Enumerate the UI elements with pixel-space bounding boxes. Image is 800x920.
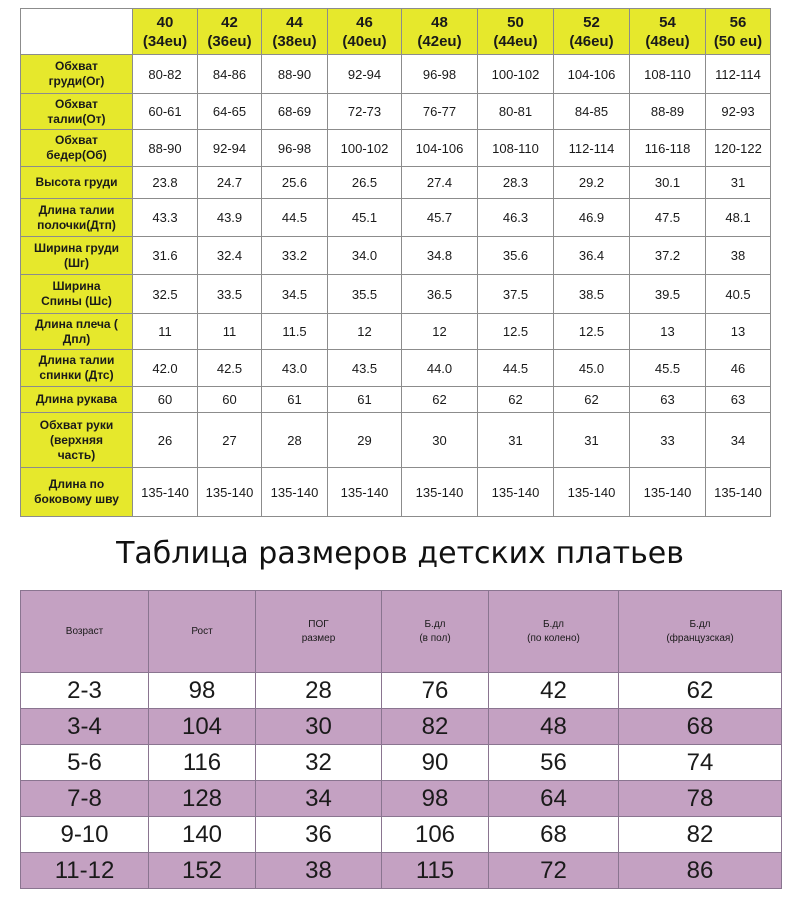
size-value-cell: 100-102 <box>478 55 554 94</box>
size-value-cell: 39.5 <box>630 275 706 314</box>
kids-header-line: Рост <box>191 625 213 637</box>
kids-value-cell: 34 <box>256 781 382 817</box>
size-value-cell: 104-106 <box>402 130 478 167</box>
kids-header-line: Б.дл <box>424 618 446 630</box>
size-value-cell: 48.1 <box>706 199 771 237</box>
size-value-cell: 23.8 <box>133 167 198 199</box>
size-value-cell: 27 <box>198 413 262 468</box>
kids-value-cell: 104 <box>149 709 256 745</box>
kids-header-line: размер <box>301 632 336 644</box>
kids-value-cell: 74 <box>619 745 782 781</box>
measurement-label-line: (верхняя <box>50 432 103 447</box>
kids-value-cell: 42 <box>489 673 619 709</box>
kids-value-cell: 3-4 <box>21 709 149 745</box>
adult-table-row <box>21 387 771 413</box>
kids-table-row <box>21 709 782 745</box>
size-value-cell: 28.3 <box>478 167 554 199</box>
size-value-cell: 45.7 <box>402 199 478 237</box>
size-value-cell: 43.3 <box>133 199 198 237</box>
measurement-label-line: Длина рукава <box>35 392 118 406</box>
measurement-label <box>21 413 133 468</box>
measurement-label <box>21 130 133 167</box>
size-value-cell: 34.8 <box>402 237 478 275</box>
kids-value-cell: 116 <box>149 745 256 781</box>
kids-value-cell: 78 <box>619 781 782 817</box>
size-ru: 40 <box>156 13 174 31</box>
kids-header-cell <box>619 591 782 673</box>
size-value-cell: 45.1 <box>328 199 402 237</box>
kids-value-cell: 76 <box>382 673 489 709</box>
kids-size-table <box>20 590 782 889</box>
size-value-cell: 60 <box>133 387 198 413</box>
kids-value-cell: 30 <box>256 709 382 745</box>
measurement-label <box>21 468 133 517</box>
size-value-cell: 43.9 <box>198 199 262 237</box>
measurement-label-line: Ширина <box>52 279 101 293</box>
kids-value-cell: 82 <box>619 817 782 853</box>
size-value-cell: 84-85 <box>554 94 630 130</box>
corner-cell <box>21 9 133 55</box>
size-value-cell: 34.5 <box>262 275 328 314</box>
measurement-label-line: Обхват <box>55 133 98 147</box>
measurement-label-line: Спины (Шс) <box>41 294 112 308</box>
size-ru: 46 <box>356 13 373 31</box>
size-value-cell: 28 <box>262 413 328 468</box>
adult-table-row <box>21 350 771 387</box>
size-eu: (34eu) <box>142 32 188 50</box>
adult-table-row <box>21 314 771 350</box>
adult-table-row <box>21 199 771 237</box>
kids-header-line: Б.дл <box>542 618 564 630</box>
kids-header-line: Возраст <box>65 625 104 637</box>
measurement-label <box>21 350 133 387</box>
kids-value-cell: 11-12 <box>21 853 149 889</box>
kids-value-cell: 140 <box>149 817 256 853</box>
size-value-cell: 96-98 <box>402 55 478 94</box>
size-value-cell: 135-140 <box>706 468 771 517</box>
size-value-cell: 44.5 <box>478 350 554 387</box>
size-value-cell: 33.5 <box>198 275 262 314</box>
size-ru: 56 <box>729 13 747 31</box>
size-value-cell: 30 <box>402 413 478 468</box>
size-value-cell: 62 <box>478 387 554 413</box>
size-ru: 54 <box>659 13 676 31</box>
size-header-cell <box>328 9 402 55</box>
size-value-cell: 116-118 <box>630 130 706 167</box>
measurement-label-line: груди(Ог) <box>48 74 105 88</box>
size-value-cell: 46 <box>706 350 771 387</box>
size-value-cell: 88-90 <box>262 55 328 94</box>
adult-size-table <box>20 8 771 517</box>
kids-header-line: ПОГ <box>308 618 329 630</box>
size-value-cell: 13 <box>630 314 706 350</box>
size-value-cell: 135-140 <box>554 468 630 517</box>
size-value-cell: 60 <box>198 387 262 413</box>
size-eu: (36eu) <box>207 32 252 50</box>
size-eu: (40eu) <box>342 32 387 50</box>
size-header-cell <box>402 9 478 55</box>
size-value-cell: 29 <box>328 413 402 468</box>
kids-header-cell <box>489 591 619 673</box>
size-header-cell <box>630 9 706 55</box>
measurement-label-line: Дпл) <box>62 331 91 346</box>
size-value-cell: 84-86 <box>198 55 262 94</box>
kids-value-cell: 64 <box>489 781 619 817</box>
size-value-cell: 31 <box>478 413 554 468</box>
kids-table-row <box>21 745 782 781</box>
kids-value-cell: 56 <box>489 745 619 781</box>
kids-header-line: (французская) <box>666 632 734 644</box>
measurement-label-line: Обхват <box>55 96 98 111</box>
size-value-cell: 64-65 <box>198 94 262 130</box>
size-value-cell: 27.4 <box>402 167 478 199</box>
size-value-cell: 92-93 <box>706 94 771 130</box>
measurement-label-line: Обхват руки <box>39 417 114 432</box>
size-header-cell <box>554 9 630 55</box>
measurement-label-line: Длина по <box>48 477 105 491</box>
size-value-cell: 135-140 <box>262 468 328 517</box>
size-value-cell: 42.5 <box>198 350 262 387</box>
size-value-cell: 108-110 <box>630 55 706 94</box>
size-value-cell: 40.5 <box>706 275 771 314</box>
size-value-cell: 13 <box>706 314 771 350</box>
adult-table-row <box>21 237 771 275</box>
size-value-cell: 32.4 <box>198 237 262 275</box>
size-value-cell: 44.0 <box>402 350 478 387</box>
kids-value-cell: 28 <box>256 673 382 709</box>
kids-header-cell <box>149 591 256 673</box>
kids-value-cell: 98 <box>382 781 489 817</box>
size-header-cell <box>133 9 198 55</box>
kids-value-cell: 82 <box>382 709 489 745</box>
kids-value-cell: 7-8 <box>21 781 149 817</box>
size-value-cell: 45.5 <box>630 350 706 387</box>
size-header-cell <box>262 9 328 55</box>
kids-table-row <box>21 853 782 889</box>
size-value-cell: 31 <box>706 167 771 199</box>
kids-value-cell: 68 <box>619 709 782 745</box>
size-value-cell: 63 <box>630 387 706 413</box>
adult-table-row <box>21 55 771 94</box>
size-eu: (50 eu) <box>713 32 763 50</box>
kids-value-cell: 98 <box>149 673 256 709</box>
kids-value-cell: 2-3 <box>21 673 149 709</box>
size-value-cell: 29.2 <box>554 167 630 199</box>
measurement-label <box>21 314 133 350</box>
size-value-cell: 33 <box>630 413 706 468</box>
size-value-cell: 92-94 <box>328 55 402 94</box>
measurement-label-line: боковому шву <box>34 492 119 506</box>
measurement-label-line: Ширина груди <box>34 240 119 255</box>
measurement-label <box>21 275 133 314</box>
size-value-cell: 62 <box>402 387 478 413</box>
size-value-cell: 108-110 <box>478 130 554 167</box>
kids-value-cell: 36 <box>256 817 382 853</box>
adult-table-row <box>21 130 771 167</box>
size-value-cell: 37.2 <box>630 237 706 275</box>
size-value-cell: 135-140 <box>198 468 262 517</box>
size-value-cell: 104-106 <box>554 55 630 94</box>
measurement-label-line: Длина талии <box>38 353 115 367</box>
measurement-label-line: Длина талии <box>38 202 115 217</box>
kids-value-cell: 72 <box>489 853 619 889</box>
kids-value-cell: 68 <box>489 817 619 853</box>
size-value-cell: 36.5 <box>402 275 478 314</box>
kids-value-cell: 86 <box>619 853 782 889</box>
size-value-cell: 32.5 <box>133 275 198 314</box>
size-ru: 42 <box>221 13 238 31</box>
size-header-cell <box>706 9 771 55</box>
kids-value-cell: 48 <box>489 709 619 745</box>
size-value-cell: 12 <box>402 314 478 350</box>
adult-table-row <box>21 468 771 517</box>
measurement-label-line: часть) <box>57 447 96 462</box>
measurement-label-line: Обхват <box>55 59 98 73</box>
size-value-cell: 38.5 <box>554 275 630 314</box>
size-eu: (44eu) <box>493 32 538 50</box>
adult-header-row <box>21 9 771 55</box>
size-value-cell: 96-98 <box>262 130 328 167</box>
adult-table-row <box>21 275 771 314</box>
kids-header-cell <box>256 591 382 673</box>
adult-table-row <box>21 413 771 468</box>
size-value-cell: 46.3 <box>478 199 554 237</box>
size-value-cell: 45.0 <box>554 350 630 387</box>
measurement-label-line: (Шг) <box>63 255 90 270</box>
size-value-cell: 135-140 <box>328 468 402 517</box>
adult-table-row <box>21 167 771 199</box>
kids-value-cell: 152 <box>149 853 256 889</box>
size-value-cell: 92-94 <box>198 130 262 167</box>
size-value-cell: 44.5 <box>262 199 328 237</box>
kids-value-cell: 90 <box>382 745 489 781</box>
size-value-cell: 135-140 <box>478 468 554 517</box>
size-value-cell: 43.5 <box>328 350 402 387</box>
size-value-cell: 120-122 <box>706 130 771 167</box>
size-header-cell <box>478 9 554 55</box>
measurement-label <box>21 167 133 199</box>
kids-header-line: (по колено) <box>527 632 580 644</box>
kids-header-row <box>21 591 782 673</box>
size-value-cell: 112-114 <box>554 130 630 167</box>
size-ru: 48 <box>431 13 448 31</box>
size-value-cell: 61 <box>328 387 402 413</box>
size-value-cell: 11 <box>198 314 262 350</box>
size-value-cell: 35.6 <box>478 237 554 275</box>
size-ru: 50 <box>507 13 524 31</box>
size-ru: 52 <box>583 13 600 31</box>
size-value-cell: 34 <box>706 413 771 468</box>
size-value-cell: 80-82 <box>133 55 198 94</box>
kids-table-row <box>21 781 782 817</box>
size-value-cell: 135-140 <box>402 468 478 517</box>
measurement-label-line: бедер(Об) <box>46 148 107 162</box>
size-value-cell: 26.5 <box>328 167 402 199</box>
size-ru: 44 <box>286 13 303 31</box>
measurement-label-line: полочки(Дтп) <box>37 217 116 232</box>
size-value-cell: 112-114 <box>706 55 771 94</box>
kids-header-cell <box>21 591 149 673</box>
kids-header-cell <box>382 591 489 673</box>
kids-value-cell: 32 <box>256 745 382 781</box>
size-eu: (38eu) <box>272 32 317 50</box>
kids-table-row <box>21 673 782 709</box>
size-value-cell: 46.9 <box>554 199 630 237</box>
measurement-label <box>21 199 133 237</box>
size-value-cell: 12.5 <box>478 314 554 350</box>
kids-header-line: Б.дл <box>689 618 711 630</box>
size-value-cell: 11 <box>133 314 198 350</box>
size-value-cell: 88-90 <box>133 130 198 167</box>
size-value-cell: 12.5 <box>554 314 630 350</box>
size-value-cell: 135-140 <box>133 468 198 517</box>
measurement-label <box>21 55 133 94</box>
measurement-label <box>21 237 133 275</box>
measurement-label <box>21 387 133 413</box>
size-value-cell: 62 <box>554 387 630 413</box>
kids-value-cell: 5-6 <box>21 745 149 781</box>
adult-table-row <box>21 94 771 130</box>
kids-value-cell: 128 <box>149 781 256 817</box>
size-header-cell <box>198 9 262 55</box>
size-value-cell: 30.1 <box>630 167 706 199</box>
size-value-cell: 68-69 <box>262 94 328 130</box>
kids-table-title: Таблица размеров детских платьев <box>116 536 684 571</box>
kids-table-row <box>21 817 782 853</box>
measurement-label <box>21 94 133 130</box>
size-value-cell: 61 <box>262 387 328 413</box>
size-eu: (42eu) <box>417 32 462 50</box>
kids-value-cell: 115 <box>382 853 489 889</box>
size-value-cell: 60-61 <box>133 94 198 130</box>
size-value-cell: 12 <box>328 314 402 350</box>
size-value-cell: 31 <box>554 413 630 468</box>
size-value-cell: 63 <box>706 387 771 413</box>
size-value-cell: 33.2 <box>262 237 328 275</box>
size-value-cell: 25.6 <box>262 167 328 199</box>
size-value-cell: 37.5 <box>478 275 554 314</box>
measurement-label-line: талии(От) <box>47 111 106 126</box>
size-value-cell: 76-77 <box>402 94 478 130</box>
size-value-cell: 43.0 <box>262 350 328 387</box>
measurement-label-line: Высота груди <box>35 175 118 189</box>
size-value-cell: 88-89 <box>630 94 706 130</box>
kids-value-cell: 62 <box>619 673 782 709</box>
size-value-cell: 36.4 <box>554 237 630 275</box>
size-value-cell: 31.6 <box>133 237 198 275</box>
kids-value-cell: 38 <box>256 853 382 889</box>
size-value-cell: 11.5 <box>262 314 328 350</box>
size-value-cell: 47.5 <box>630 199 706 237</box>
size-value-cell: 100-102 <box>328 130 402 167</box>
size-value-cell: 35.5 <box>328 275 402 314</box>
size-eu: (48eu) <box>645 32 690 50</box>
kids-value-cell: 9-10 <box>21 817 149 853</box>
kids-value-cell: 106 <box>382 817 489 853</box>
measurement-label-line: Длина плеча ( <box>35 316 118 331</box>
size-value-cell: 42.0 <box>133 350 198 387</box>
size-eu: (46eu) <box>569 32 614 50</box>
size-value-cell: 34.0 <box>328 237 402 275</box>
size-value-cell: 26 <box>133 413 198 468</box>
size-value-cell: 72-73 <box>328 94 402 130</box>
kids-header-line: (в пол) <box>419 632 451 644</box>
size-value-cell: 80-81 <box>478 94 554 130</box>
measurement-label-line: спинки (Дтс) <box>39 368 114 382</box>
size-value-cell: 135-140 <box>630 468 706 517</box>
size-value-cell: 24.7 <box>198 167 262 199</box>
size-value-cell: 38 <box>706 237 771 275</box>
